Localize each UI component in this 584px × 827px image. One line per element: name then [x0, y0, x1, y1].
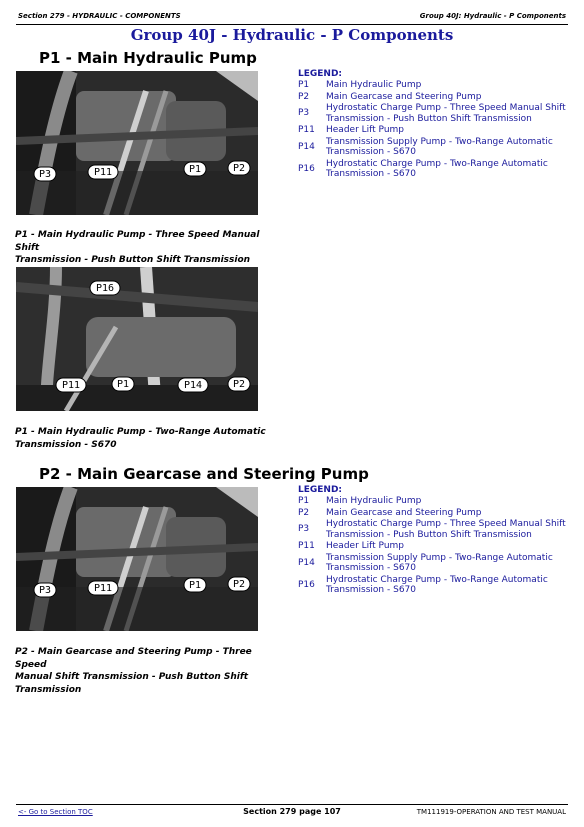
callout-p14	[178, 378, 208, 392]
callout-p2	[228, 577, 250, 591]
legend-item-p14: P14 Transmission Supply Pump - Two-Range Automatic Transmission - S670	[298, 552, 553, 573]
callout-p16	[90, 281, 120, 295]
svg-text:P2: P2	[232, 163, 246, 174]
caption-p1-two-range	[15, 426, 285, 451]
caption-line: Transmission	[15, 684, 82, 695]
legend-item-p1: P1 Main Hydraulic Pump	[298, 496, 422, 506]
caption-line: Transmission - Push Button Shift Transmission	[15, 255, 251, 265]
legend-title: LEGEND:	[298, 485, 343, 495]
callout-p2	[228, 377, 250, 391]
caption-line: P2 - Main Gearcase and Steering Pump - Three Speed	[15, 647, 252, 670]
callout-p1	[184, 578, 206, 592]
svg-text:P16: P16	[95, 283, 115, 294]
svg-text:P2: P2	[232, 579, 246, 590]
callout-p11	[56, 378, 86, 392]
svg-text:P1: P1	[116, 379, 130, 390]
header-section: Section 279 - HYDRAULIC - COMPONENTS	[18, 12, 181, 20]
legend-item-p3: P3 Hydrostatic Charge Pump - Three Speed Manual Shift Transmission - Push Button Shift Transmission	[298, 519, 566, 540]
svg-text:P3: P3	[38, 169, 52, 180]
footer-rule	[16, 804, 568, 805]
header-group: Group 40J: Hydraulic - P Components	[419, 12, 566, 20]
header-rule	[16, 24, 568, 25]
caption-line: P1 - Main Hydraulic Pump - Two-Range Automatic	[15, 427, 266, 437]
callout-p1	[112, 377, 134, 391]
callout-p1	[184, 162, 206, 176]
caption-line: P1 - Main Hydraulic Pump - Three Speed Manual Shift	[15, 230, 260, 253]
photo-p2-three-speed	[16, 487, 258, 631]
page-footer	[16, 806, 568, 820]
callout-p3	[34, 583, 56, 597]
legend-item-p2: P2 Main Gearcase and Steering Pump	[298, 507, 482, 518]
manual-id: TM111919-OPERATION AND TEST MANUAL	[416, 808, 566, 816]
svg-text:P3: P3	[38, 585, 52, 596]
group-title: Group 40J - Hydraulic - P Components	[130, 26, 454, 44]
svg-text:P14: P14	[183, 380, 203, 391]
svg-text:P11: P11	[93, 583, 113, 594]
legend-item-p16: P16 Hydrostatic Charge Pump - Two-Range Automatic Transmission - S670	[298, 574, 548, 595]
caption-line: Transmission - S670	[15, 439, 117, 450]
legend-item-p2: P2 Main Gearcase and Steering Pump	[298, 91, 482, 102]
legend-p2	[298, 485, 574, 597]
section-title-p2: P2 - Main Gearcase and Steering Pump	[39, 465, 369, 483]
svg-text:P2: P2	[232, 379, 246, 390]
callout-p11	[88, 165, 118, 179]
legend-item-p16: P16 Hydrostatic Charge Pump - Two-Range Automatic Transmission - S670	[298, 158, 548, 179]
caption-p1-three-speed	[15, 229, 285, 267]
legend-item-p11: P11 Header Lift Pump	[298, 125, 404, 135]
svg-text:P1: P1	[188, 580, 202, 591]
caption-line: Manual Shift Transmission - Push Button Shift	[15, 672, 249, 682]
photo-p1-two-range	[16, 267, 258, 411]
svg-text:P1: P1	[188, 164, 202, 175]
legend-item-p3: P3 Hydrostatic Charge Pump - Three Speed Manual Shift Transmission - Push Button Shift Transmission	[298, 103, 566, 124]
callout-p3	[34, 167, 56, 181]
caption-p2-three-speed	[15, 646, 285, 696]
legend-item-p14: P14 Transmission Supply Pump - Two-Range Automatic Transmission - S670	[298, 136, 553, 157]
svg-text:P11: P11	[61, 380, 81, 391]
section-title-p1: P1 - Main Hydraulic Pump	[39, 49, 257, 67]
legend-title: LEGEND:	[298, 69, 343, 79]
page-number: Section 279 page 107	[243, 807, 341, 816]
callout-p2	[228, 161, 250, 175]
svg-text:P11: P11	[93, 167, 113, 178]
legend-item-p11: P11 Header Lift Pump	[298, 541, 404, 551]
callout-p11	[88, 581, 118, 595]
legend-p1	[298, 69, 574, 181]
photo-p1-three-speed	[16, 71, 258, 215]
legend-item-p1: P1 Main Hydraulic Pump	[298, 80, 422, 90]
go-to-section-toc-link[interactable]: <- Go to Section TOC	[18, 808, 93, 816]
